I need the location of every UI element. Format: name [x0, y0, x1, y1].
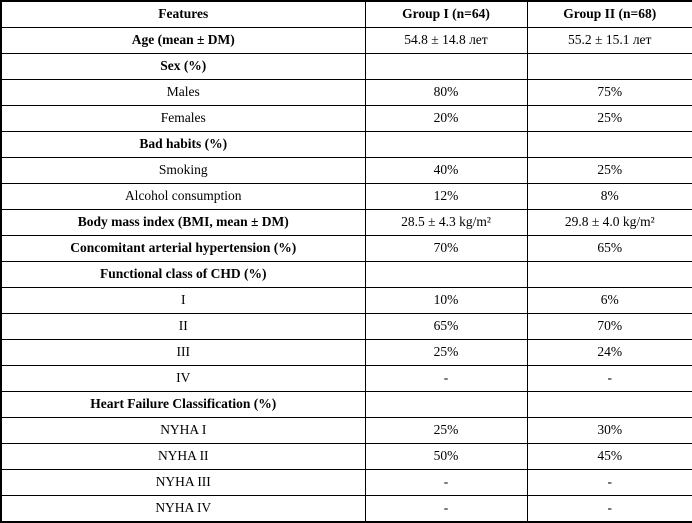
feature-cell: III — [1, 340, 365, 366]
feature-cell: Smoking — [1, 158, 365, 184]
group2-cell: 30% — [527, 418, 692, 444]
group2-cell: 24% — [527, 340, 692, 366]
group2-cell: 6% — [527, 288, 692, 314]
group1-cell: - — [365, 496, 527, 523]
column-header-group2: Group II (n=68) — [527, 1, 692, 28]
table-row — [1, 418, 692, 444]
group2-cell — [527, 392, 692, 418]
table-row — [1, 444, 692, 470]
feature-cell: NYHA II — [1, 444, 365, 470]
feature-cell: NYHA III — [1, 470, 365, 496]
group1-cell — [365, 54, 527, 80]
feature-cell: II — [1, 314, 365, 340]
table-row — [1, 54, 692, 80]
group2-cell — [527, 54, 692, 80]
group1-cell: 65% — [365, 314, 527, 340]
feature-cell: I — [1, 288, 365, 314]
group1-cell: 70% — [365, 236, 527, 262]
feature-cell: Functional class of CHD (%) — [1, 262, 365, 288]
group1-cell: 50% — [365, 444, 527, 470]
feature-cell: Concomitant arterial hypertension (%) — [1, 236, 365, 262]
table-header-row — [1, 1, 692, 28]
table-row — [1, 470, 692, 496]
group2-cell: 70% — [527, 314, 692, 340]
table-row — [1, 314, 692, 340]
group2-cell: 55.2 ± 15.1 лет — [527, 28, 692, 54]
group2-cell: 75% — [527, 80, 692, 106]
group2-cell — [527, 132, 692, 158]
group1-cell — [365, 132, 527, 158]
group2-cell: - — [527, 470, 692, 496]
feature-cell: Body mass index (BMI, mean ± DM) — [1, 210, 365, 236]
group2-cell: - — [527, 366, 692, 392]
group2-cell: 65% — [527, 236, 692, 262]
group1-cell: 25% — [365, 340, 527, 366]
group1-cell: 12% — [365, 184, 527, 210]
table-row — [1, 262, 692, 288]
table-row — [1, 496, 692, 523]
feature-cell: Sex (%) — [1, 54, 365, 80]
group1-cell: 28.5 ± 4.3 kg/m² — [365, 210, 527, 236]
group1-cell: 20% — [365, 106, 527, 132]
group1-cell — [365, 262, 527, 288]
group1-cell: - — [365, 470, 527, 496]
feature-cell: NYHA I — [1, 418, 365, 444]
feature-cell: Males — [1, 80, 365, 106]
table-row — [1, 158, 692, 184]
column-header-features: Features — [1, 1, 365, 28]
feature-cell: Bad habits (%) — [1, 132, 365, 158]
feature-cell: IV — [1, 366, 365, 392]
table-row — [1, 366, 692, 392]
group2-cell: 25% — [527, 158, 692, 184]
table-row — [1, 80, 692, 106]
group1-cell: - — [365, 366, 527, 392]
table-row — [1, 288, 692, 314]
table-row — [1, 28, 692, 54]
feature-cell: Alcohol consumption — [1, 184, 365, 210]
group2-cell: - — [527, 496, 692, 523]
feature-cell: NYHA IV — [1, 496, 365, 523]
feature-cell: Females — [1, 106, 365, 132]
feature-cell: Heart Failure Classification (%) — [1, 392, 365, 418]
group1-cell: 25% — [365, 418, 527, 444]
table-row — [1, 236, 692, 262]
table-row — [1, 340, 692, 366]
group1-cell: 40% — [365, 158, 527, 184]
group1-cell: 54.8 ± 14.8 лет — [365, 28, 527, 54]
table-row — [1, 184, 692, 210]
column-header-group1: Group I (n=64) — [365, 1, 527, 28]
group2-cell: 8% — [527, 184, 692, 210]
group2-cell: 45% — [527, 444, 692, 470]
table-row — [1, 392, 692, 418]
group1-cell: 10% — [365, 288, 527, 314]
group2-cell: 25% — [527, 106, 692, 132]
group2-cell — [527, 262, 692, 288]
table-row — [1, 106, 692, 132]
group1-cell — [365, 392, 527, 418]
feature-cell: Age (mean ± DM) — [1, 28, 365, 54]
group1-cell: 80% — [365, 80, 527, 106]
table-row — [1, 132, 692, 158]
group2-cell: 29.8 ± 4.0 kg/m² — [527, 210, 692, 236]
table-row — [1, 210, 692, 236]
